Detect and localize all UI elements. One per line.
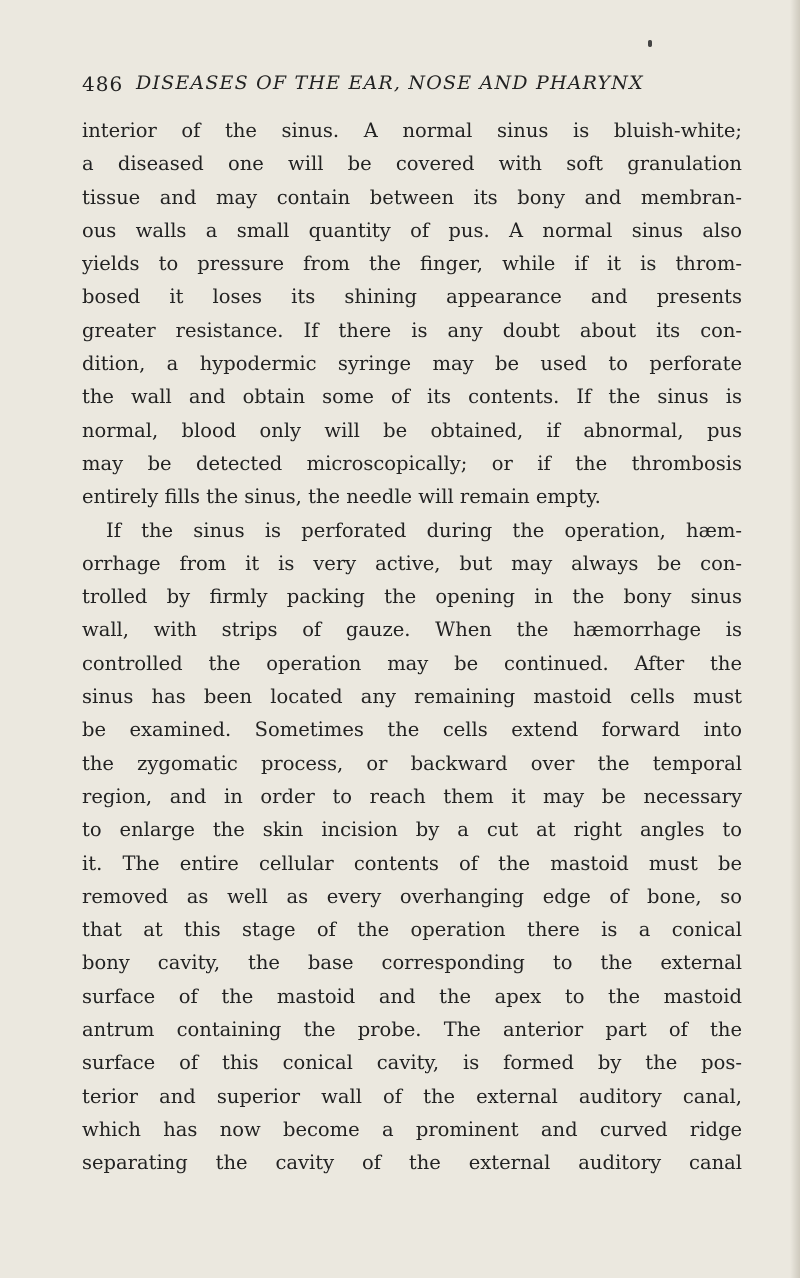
page-number: 486 — [82, 72, 124, 96]
text-line: to enlarge the skin incision by a cut at right angles to — [82, 818, 742, 842]
text-line: antrum containing the probe. The anterior part of the — [82, 1018, 742, 1042]
text-line: entirely fills the sinus, the needle will remain empty. — [82, 485, 601, 509]
text-line: terior and superior wall of the external auditory canal, — [82, 1084, 742, 1108]
text-line: surface of the mastoid and the apex to the mastoid — [82, 984, 742, 1008]
text-line: bony cavity, the base corresponding to the external — [82, 951, 742, 975]
printer-mark — [648, 40, 652, 47]
text-line: a diseased one will be covered with soft granulation — [82, 152, 742, 176]
text-line: surface of this conical cavity, is formed by the pos- — [82, 1051, 742, 1075]
page-header — [82, 72, 722, 106]
text-line: interior of the sinus. A normal sinus is bluish-white; — [82, 119, 742, 142]
text-line: that at this stage of the operation there is a conical — [82, 918, 742, 942]
text-line: separating the cavity of the external auditory canal — [82, 1151, 742, 1175]
text-line: controlled the operation may be continued. After the — [82, 651, 742, 675]
text-line: wall, with strips of gauze. When the hæmorrhage is — [82, 618, 742, 642]
text-line: region, and in order to reach them it may be necessary — [82, 784, 742, 808]
paragraph-2 — [82, 514, 742, 1180]
text-line: greater resistance. If there is any doubt about its con- — [82, 318, 742, 342]
text-line: bosed it loses its shining appearance and presents — [82, 285, 742, 309]
text-line: sinus has been located any remaining mastoid cells must — [82, 685, 742, 709]
text-line: orrhage from it is very active, but may always be con- — [82, 551, 742, 575]
text-line: may be detected microscopically; or if the thrombosis — [82, 451, 742, 475]
text-line: trolled by firmly packing the opening in the bony sinus — [82, 585, 742, 609]
text-line: normal, blood only will be obtained, if abnormal, pus — [82, 418, 742, 442]
body-text — [82, 114, 742, 1180]
text-line: the wall and obtain some of its contents. If the sinus is — [82, 385, 742, 409]
text-line: it. The entire cellular contents of the mastoid must be — [82, 851, 742, 875]
text-line: ous walls a small quantity of pus. A normal sinus also — [82, 218, 742, 242]
text-line: removed as well as every overhanging edge of bone, so — [82, 884, 742, 908]
text-line: which has now become a prominent and curved ridge — [82, 1117, 742, 1141]
text-line: the zygomatic process, or backward over the temporal — [82, 751, 742, 775]
text-line: tissue and may contain between its bony and membran- — [82, 185, 742, 209]
paragraph-1 — [82, 114, 742, 514]
text-line: be examined. Sometimes the cells extend forward into — [82, 718, 742, 742]
running-head: DISEASES OF THE EAR, NOSE AND PHARYNX — [136, 72, 644, 94]
text-line: If the sinus is perforated during the operation, hæm- — [106, 518, 742, 542]
text-line: dition, a hypodermic syringe may be used to perforate — [82, 352, 742, 376]
page-edge-shadow — [790, 0, 800, 1278]
text-line: yields to pressure from the finger, while if it is throm- — [82, 252, 742, 276]
